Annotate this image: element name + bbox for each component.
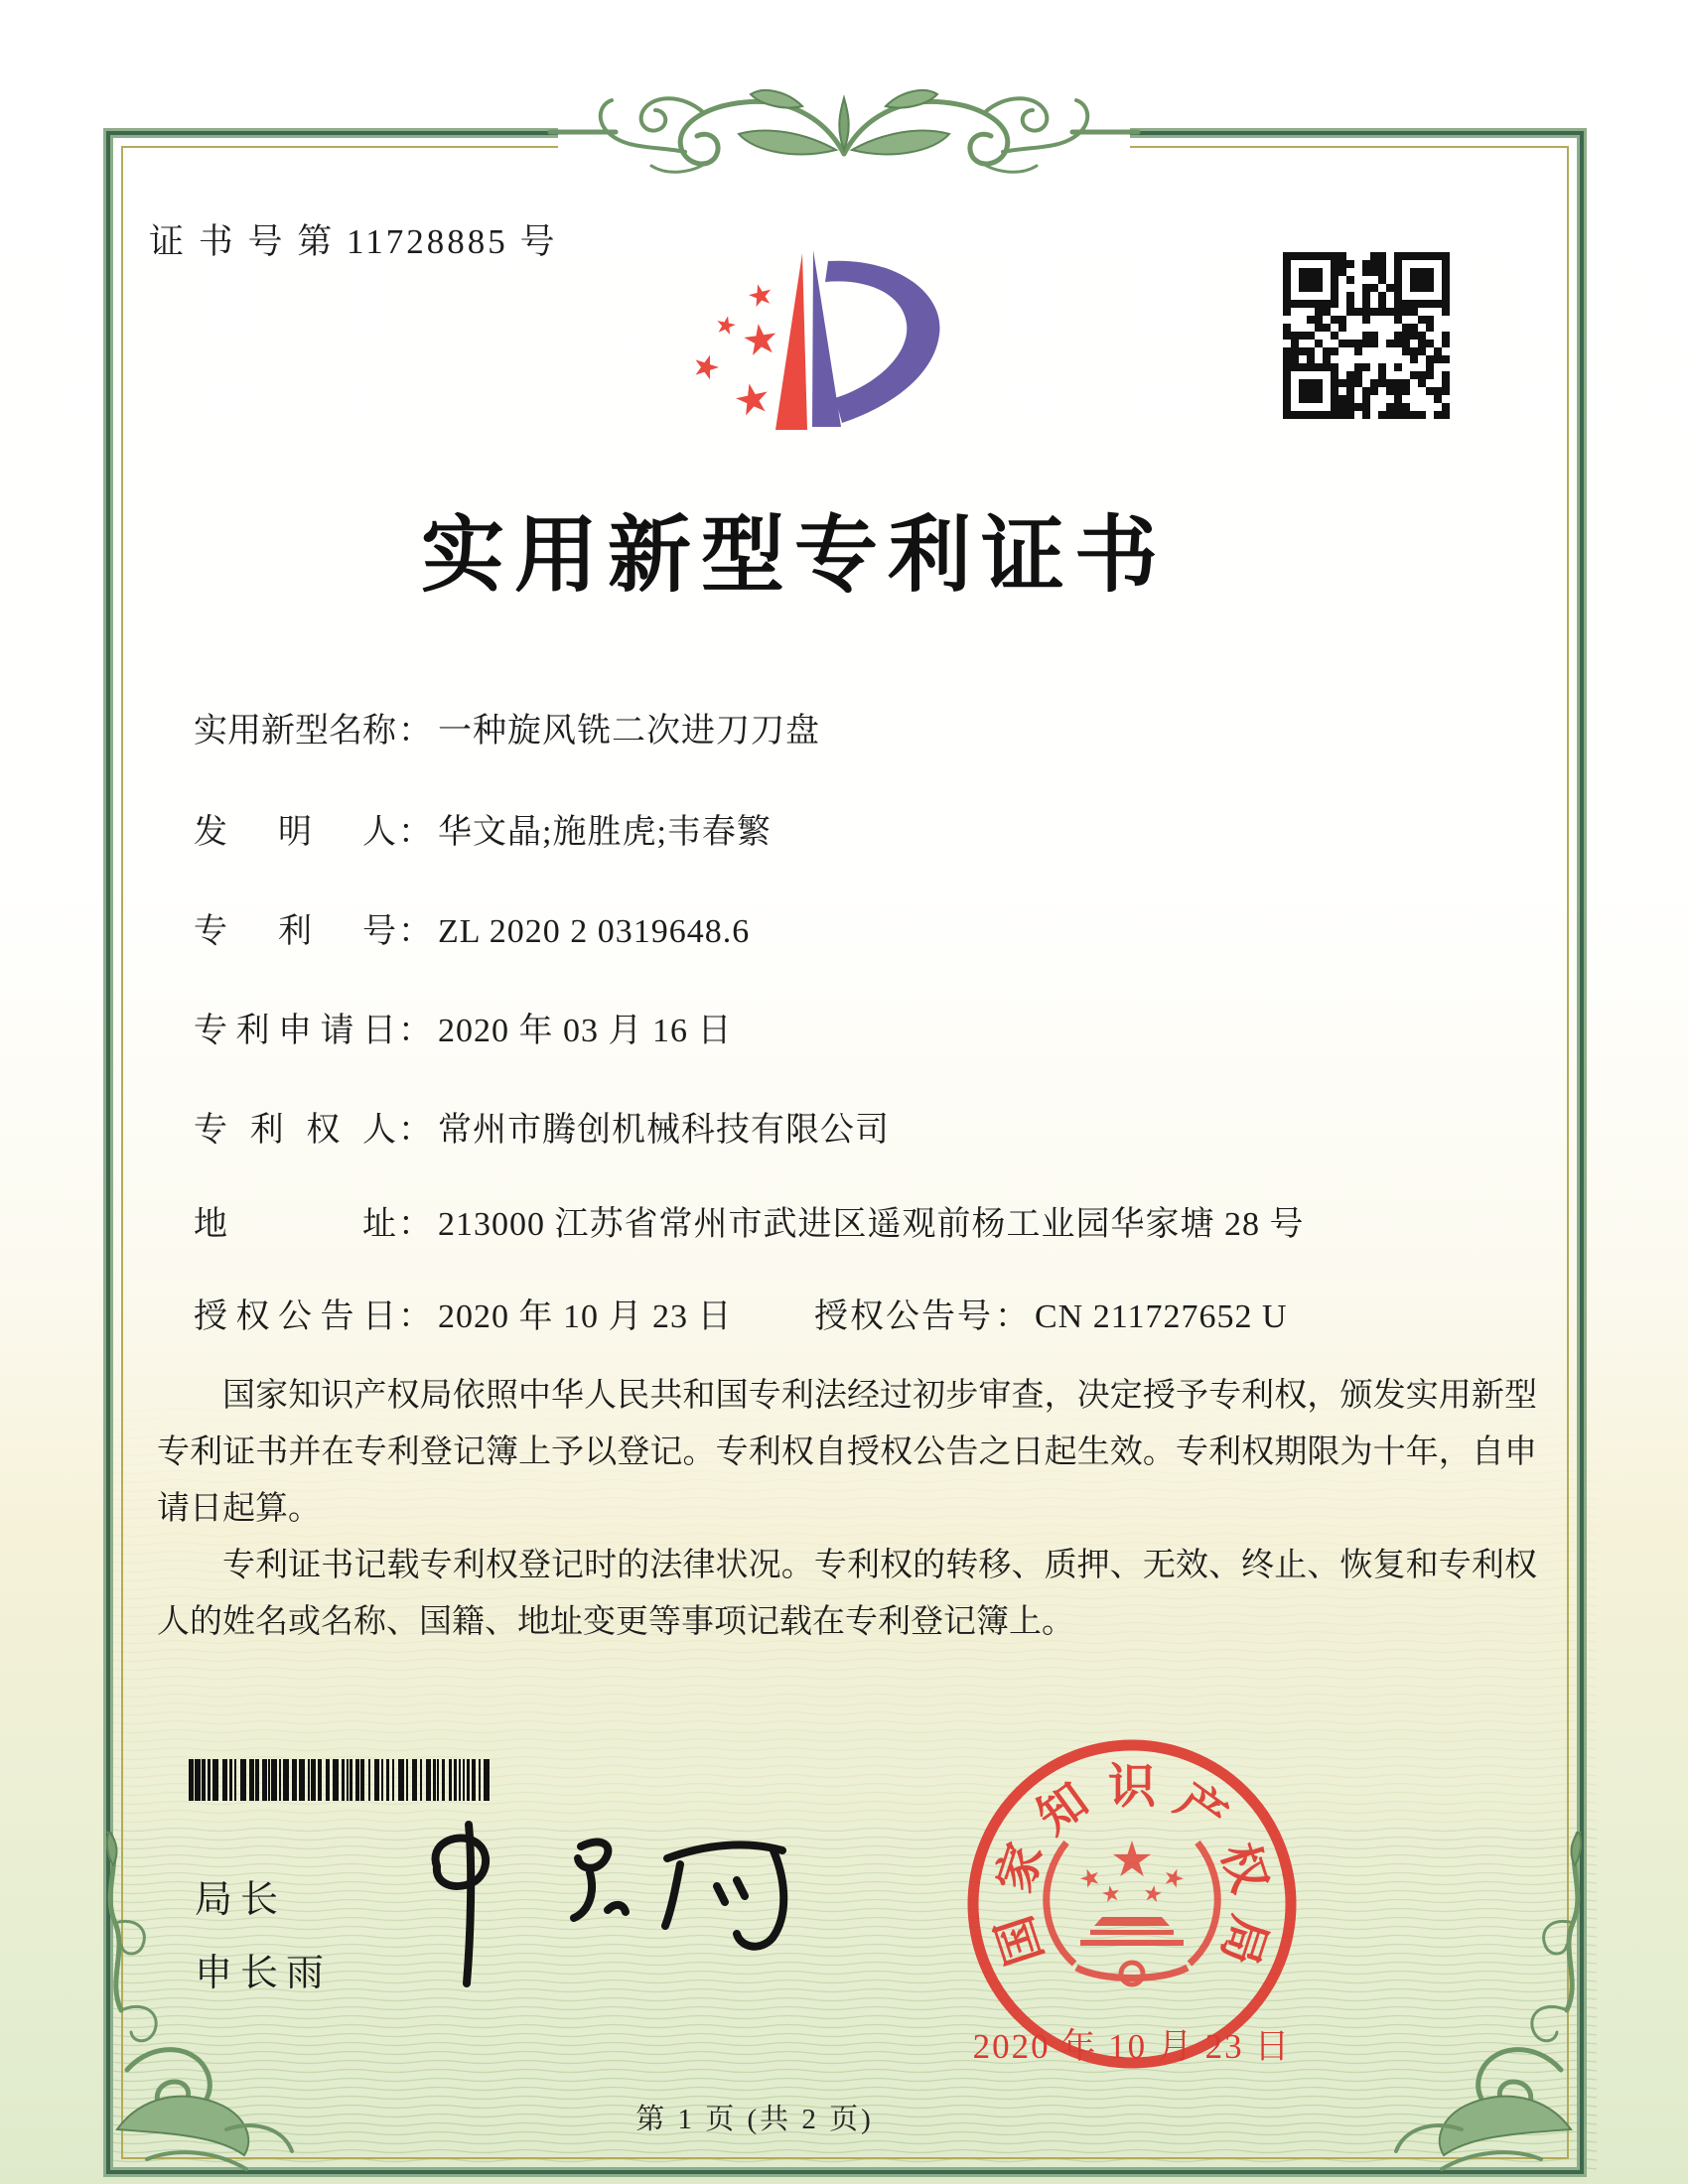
signature [377, 1807, 814, 2005]
legal-body-text [157, 1368, 1537, 1651]
field-label: 地址 [194, 1206, 396, 1243]
field-value: CN 211727652 U [1035, 1298, 1288, 1335]
qr-code [1283, 252, 1450, 419]
field-label: 实用新型名称 [194, 713, 396, 750]
svg-text:国: 国 [988, 1909, 1054, 1972]
legal-paragraph-1: 国家知识产权局依照中华人民共和国专利法经过初步审查，决定授予专利权，颁发实用新型专利证书并在专利登记簿上予以登记。专利权自授权公告之日起生效。专利权期限为十年，自申请日起算。 [157, 1378, 1537, 1527]
field-value: 2020 年 10 月 23 日 [438, 1298, 733, 1335]
svg-text:知: 知 [1028, 1773, 1098, 1845]
field-label: 专利号 [194, 913, 396, 950]
field-grant-publication-number: 授权公告号： CN 211727652 U [814, 1298, 1288, 1335]
field-row-patentee: 专利权人： 常州市腾创机械科技有限公司 [194, 1102, 890, 1151]
field-row-utility-model-name: 实用新型名称： 一种旋风铣二次进刀刀盘 [194, 703, 820, 751]
signer-name: 申长雨 [195, 1953, 333, 1994]
field-value: 213000 江苏省常州市武进区遥观前杨工业园华家塘 28 号 [438, 1206, 1305, 1243]
flourish-top-ornament-icon [536, 55, 1152, 213]
cnipa-logo-icon [616, 204, 1033, 481]
svg-text:识: 识 [1107, 1760, 1157, 1814]
field-row-filing-date: 专利申请日： 2020 年 03 月 16 日 [194, 1003, 733, 1051]
field-row-grant-date: 授权公告日： 2020 年 10 月 23 日 授权公告号： CN 211727652 U [194, 1289, 733, 1337]
page-number-footer: 第 1 页 (共 2 页) [635, 2104, 874, 2135]
certificate-title: 实用新型专利证书 [420, 510, 1168, 603]
field-value: 2020 年 03 月 16 日 [438, 1013, 733, 1049]
field-label: 授权公告日 [194, 1298, 396, 1335]
legal-paragraph-2: 专利证书记载专利权登记时的法律状况。专利权的转移、质押、无效、终止、恢复和专利权人的姓名或名称、国籍、地址变更等事项记载在专利登记簿上。 [157, 1548, 1537, 1640]
field-label: 授权公告号 [814, 1298, 993, 1335]
field-value: ZL 2020 2 0319648.6 [438, 913, 751, 950]
field-row-address: 地址： 213000 江苏省常州市武进区遥观前杨工业园华家塘 28 号 [194, 1196, 1305, 1245]
field-value: 华文晶;施胜虎;韦春繁 [438, 814, 772, 851]
barcode [189, 1759, 498, 1801]
field-value: 常州市腾创机械科技有限公司 [438, 1112, 890, 1149]
flourish-corner-right-ornament-icon [1382, 1832, 1630, 2179]
svg-text:产: 产 [1166, 1773, 1236, 1845]
certificate-number: 证 书 号 第 11728885 号 [149, 222, 558, 261]
field-value: 一种旋风铣二次进刀刀盘 [438, 713, 820, 750]
svg-text:权: 权 [1210, 1837, 1276, 1899]
seal-date: 2020 年 10 月 23 日 [972, 2027, 1292, 2066]
field-label: 专利申请日 [194, 1013, 396, 1049]
svg-text:局: 局 [1210, 1909, 1276, 1972]
field-row-patent-number: 专利号： ZL 2020 2 0319648.6 [194, 903, 750, 952]
field-row-inventors: 发明人： 华文晶;施胜虎;韦春繁 [194, 804, 772, 853]
svg-text:家: 家 [988, 1837, 1054, 1899]
field-label: 发明人 [194, 814, 396, 851]
field-label: 专利权人 [194, 1112, 396, 1149]
signer-title: 局长 [195, 1879, 287, 1921]
